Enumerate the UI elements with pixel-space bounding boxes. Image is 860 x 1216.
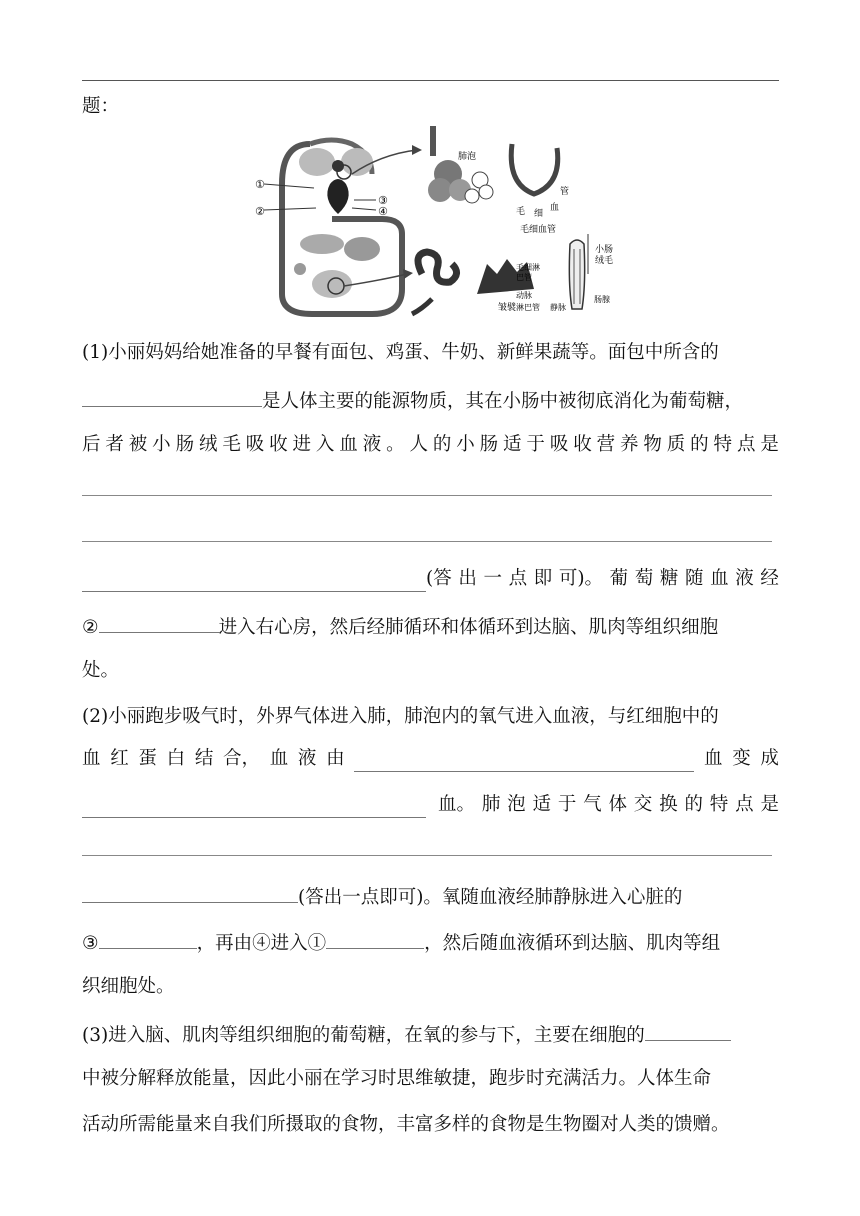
q2-line-2-char: 成	[760, 748, 779, 769]
q1-line-6-char: 点	[508, 568, 528, 589]
q1-line-3-char: 的	[690, 434, 709, 455]
blank-9[interactable]	[82, 882, 298, 903]
marker-2-text: ②	[82, 617, 99, 638]
q2-line-5-text: (答出一点即可)。氧随血液经肺静脉进入心脏的	[298, 887, 683, 908]
q2-line-2-char: 血	[269, 748, 289, 769]
label-fold: 皱襞	[498, 303, 517, 313]
label-capillary-4: 血	[550, 203, 560, 213]
q2-line-3-char: 体	[608, 794, 627, 815]
marker-2: ②	[255, 205, 265, 218]
q2-line-3-text	[438, 792, 779, 818]
q1-line-3-char: 被	[128, 434, 148, 455]
label-capillary-1: 管	[560, 187, 570, 197]
arrow-to-intestine	[344, 274, 407, 286]
label-vein: 静脉	[550, 303, 566, 312]
q1-line-3-char: 肠	[175, 434, 195, 455]
q1-line-3-char: 入	[315, 434, 335, 455]
q2-line-3-char: 的	[684, 794, 703, 815]
label-capillary-top: 毛细血管	[520, 225, 557, 235]
blank-1[interactable]	[82, 386, 262, 407]
q2-line-3-char: 特	[709, 794, 729, 815]
blank-4[interactable]	[82, 571, 426, 592]
q1-line-8: 处。	[82, 660, 120, 681]
q1-line-3-char: 血	[339, 434, 358, 455]
q2-line-3-char: 肺	[481, 794, 501, 815]
top-rule	[82, 80, 779, 81]
q3-line-3: 活动所需能量来自我们所摄取的食物，丰富多样的食物是生物圈对人类的馈赠。	[82, 1114, 730, 1135]
q1-line-3-char: 液	[362, 434, 382, 455]
q2-line-2-char: 血	[82, 748, 101, 769]
q1-line-2	[82, 386, 779, 415]
q2-line-3-char: 血。	[438, 794, 476, 815]
q2-line-7: 织细胞处。	[82, 976, 175, 997]
q1-line-3-char: 小	[456, 434, 475, 455]
q2-line-3-char: 适	[532, 794, 551, 815]
q2-line-3-char: 泡	[507, 794, 526, 815]
q1-line-6-char: 可)。	[558, 568, 604, 589]
q2-line-3-char: 换	[659, 794, 678, 815]
blank-3[interactable]	[82, 541, 772, 542]
q1-line-6-char: 出	[458, 568, 477, 589]
q1-line-3-char: 营	[596, 434, 616, 455]
circulation-figure	[255, 124, 616, 322]
q1-line-6-text	[426, 566, 779, 592]
q1-line-6-char: 经	[760, 568, 779, 589]
q1-line-3-char: 的	[432, 434, 452, 455]
q1-line-3-char: 收	[269, 434, 288, 455]
q2-line-3-char: 点	[735, 794, 754, 815]
label-alveolus: 肺泡	[458, 152, 477, 162]
q1-line-3-char: 物	[643, 434, 662, 455]
q2-line-6-end: ，然后随血液循环到达脑、肌肉等组	[424, 933, 721, 954]
q2-line-6	[82, 928, 779, 957]
marker-1: ①	[255, 178, 265, 191]
q1-line-1: (1)小丽妈妈给她准备的早餐有面包、鸡蛋、牛奶、新鲜果蔬等。面包中所含的	[82, 342, 719, 363]
marker-4: ④	[378, 205, 388, 218]
q2-line-2-char: 由	[326, 748, 345, 769]
q2-line-2	[82, 746, 779, 772]
q2-line-2-char: 白	[166, 748, 186, 769]
label-capillary-3: 细	[534, 209, 544, 219]
blank-7[interactable]	[82, 797, 426, 818]
intestine-drawing	[412, 252, 457, 314]
q2-line-2-char: 液	[297, 748, 317, 769]
marker-3-text: ③	[82, 933, 99, 954]
q1-line-6-char: 即	[533, 568, 553, 589]
q1-line-6-char: 液	[735, 568, 754, 589]
q2-line-2-char: 变	[732, 748, 751, 769]
blank-5[interactable]	[99, 612, 219, 633]
label-lymph-duct: 淋巴管	[516, 303, 540, 312]
q1-line-6-char: 一	[483, 568, 502, 589]
q1-line-6-char: 糖	[659, 568, 679, 589]
q1-line-3-char: 进	[292, 434, 312, 455]
q1-line-2-text: 是人体主要的能源物质，其在小肠中被彻底消化为葡萄糖，	[262, 391, 744, 412]
q2-line-5	[82, 882, 779, 911]
q1-line-6-char: 血	[710, 568, 729, 589]
q3-line-1-text: (3)进入脑、肌肉等组织细胞的葡萄糖，在氧的参与下，主要在细胞的	[82, 1025, 645, 1046]
blank-11[interactable]	[326, 928, 424, 949]
q1-line-3-char: 于	[526, 434, 545, 455]
label-gland: 肠腺	[594, 295, 610, 304]
q1-line-3-char: 收	[573, 434, 592, 455]
q3-line-1	[82, 1020, 779, 1049]
q2-line-1: (2)小丽跑步吸气时，外界气体进入肺，肺泡内的氧气进入血液，与红细胞中的	[82, 706, 719, 727]
q1-line-3-char: 质	[666, 434, 686, 455]
q2-line-3-char: 于	[557, 794, 577, 815]
label-artery: 动脉	[516, 291, 532, 300]
blank-8[interactable]	[82, 855, 772, 856]
q1-line-3-char: 小	[152, 434, 171, 455]
q2-line-2-char: 红	[110, 748, 129, 769]
blank-2[interactable]	[82, 495, 772, 496]
q2-line-3-char: 气	[583, 794, 602, 815]
q1-line-7-text: 进入右心房，然后经肺循环和体循环到达脑、肌肉等组织细胞	[218, 617, 719, 638]
q1-line-3-char: 。	[386, 434, 405, 455]
blank-12[interactable]	[645, 1020, 731, 1041]
heart-shape	[327, 179, 348, 214]
q1-line-3-char: 是	[760, 434, 779, 455]
blank-10[interactable]	[99, 928, 197, 949]
villus-drawing	[569, 240, 584, 309]
q1-line-3	[82, 432, 779, 458]
q2-line-2-char: 结	[194, 748, 214, 769]
q2-line-3-char: 交	[633, 794, 653, 815]
marker-3: ③	[378, 194, 388, 207]
q2-line-3-char: 是	[760, 794, 779, 815]
q1-line-3-char: 毛	[222, 434, 241, 455]
q1-line-7	[82, 612, 779, 641]
q1-line-3-char: 肠	[479, 434, 499, 455]
q3-line-2: 中被分解释放能量，因此小丽在学习时思维敏捷，跑步时充满活力。人体生命	[82, 1068, 712, 1089]
q1-line-3-char: 点	[736, 434, 756, 455]
q2-line-6-mid: ，再由④进入①	[196, 933, 327, 954]
q1-line-6-char: (答	[426, 568, 452, 589]
intro-text: 题：	[82, 96, 120, 117]
q2-line-2-char: 蛋	[138, 748, 157, 769]
q1-line-6-char: 萄	[634, 568, 654, 589]
q1-line-3-char: 特	[713, 434, 733, 455]
q1-line-3-char: 后	[82, 434, 101, 455]
label-lymph-capillary-1: 毛细淋	[516, 263, 540, 272]
q2-line-3	[82, 792, 779, 818]
q1-line-6-char: 葡	[609, 568, 629, 589]
q1-line-3-char: 人	[409, 434, 428, 455]
q1-line-6-char: 随	[685, 568, 704, 589]
alveolus-drawing	[428, 126, 493, 203]
q1-line-3-char: 养	[619, 434, 639, 455]
label-lymph-capillary-2: 巴管	[516, 273, 532, 282]
q1-line-3-char: 绒	[198, 434, 218, 455]
label-villus-1: 小肠	[595, 245, 614, 255]
q2-line-2-char: 合，	[223, 748, 261, 769]
q1-line-3-char: 者	[105, 434, 124, 455]
q1-line-3-char: 吸	[549, 434, 569, 455]
label-villus-2: 绒毛	[595, 256, 614, 266]
q1-line-3-char: 吸	[245, 434, 265, 455]
q1-line-3-char: 适	[503, 434, 522, 455]
blank-6[interactable]	[354, 751, 694, 772]
q1-line-6	[82, 566, 779, 592]
q2-line-2-char: 血	[704, 748, 723, 769]
label-capillary-2: 毛	[516, 207, 526, 217]
